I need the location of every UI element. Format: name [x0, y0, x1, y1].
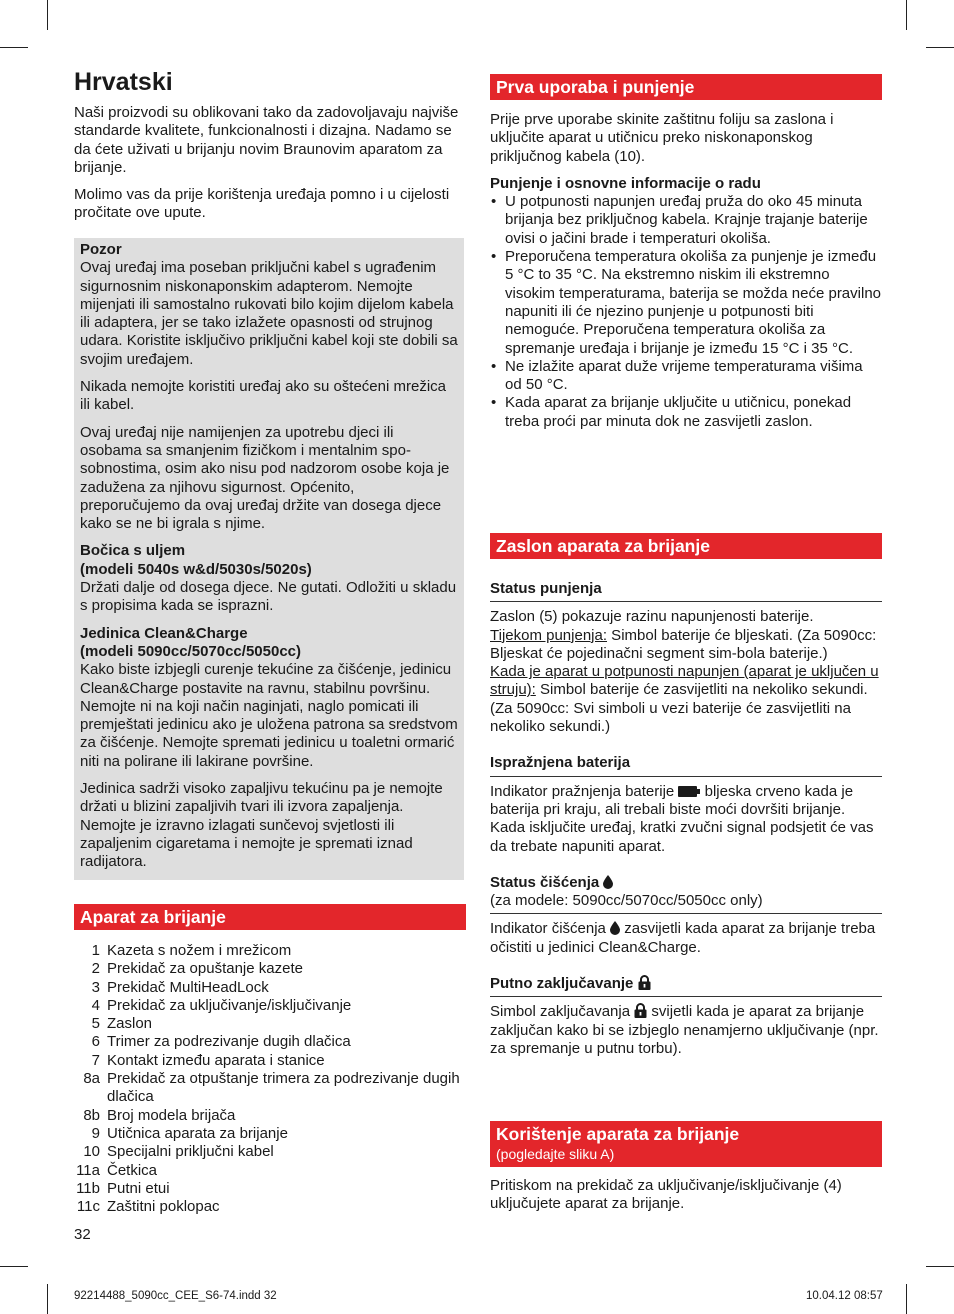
parts-list-item	[72, 979, 466, 997]
section-heading-display: Zaslon aparata za brijanje	[490, 533, 882, 559]
drop-icon	[610, 921, 620, 935]
part-label: Trimer za podrezivanje dugih dlačica	[107, 1033, 351, 1051]
list-item: • U potpunosti napunjen uređaj pruža do oko 45 minuta brijanja bez priključnog kabela. Krajnje trajanje baterije ovisi o jačini brade i temperaturi okoliša.	[490, 193, 882, 248]
oil-models: (modeli 5040s w&d/5030s/5020s)	[80, 560, 312, 578]
battery-icon	[678, 785, 700, 798]
parts-list-item	[72, 942, 466, 960]
warning-text: Nikada nemojte koristiti uređaj ako su oštećeni mrežica ili kabel.	[80, 378, 446, 414]
page-title: Hrvatski	[74, 68, 173, 96]
parts-list-item	[72, 1180, 466, 1198]
warning-heading: Pozor	[80, 241, 122, 258]
crop-mark	[926, 47, 954, 48]
crop-mark	[47, 0, 48, 30]
part-label: Specijalni priključni kabel	[107, 1143, 274, 1161]
usage-section	[490, 1121, 882, 1214]
left-column	[74, 104, 466, 223]
part-number: 9	[91, 1124, 100, 1142]
cleaning-text-a: Indikator čišćenja	[490, 920, 606, 938]
usage-subheading: (pogledajte sliku A)	[496, 1146, 615, 1162]
crop-mark	[926, 1266, 954, 1267]
part-number: 3	[91, 978, 100, 996]
status-line	[490, 627, 882, 664]
status-text: Simbol baterije će zasvijetliti na nekoliko sekundi. (Za 5090cc: Svi simboli u vezi baterije će zasvijetliti na nekoliko sekundi.)	[490, 681, 868, 736]
usage-heading: Korištenje aparata za brijanje	[496, 1124, 740, 1144]
charging-heading: Punjenje i osnovne informacije o radu	[490, 174, 761, 192]
part-label: Zaslon	[107, 1015, 153, 1033]
clean-charge-text: Kako biste izbjegli curenje tekućine za čišćenje, jedinicu Clean&Charge postavite na ravnu, stabilnu površinu. Nemojte ni na koji način naginjati, naglo pomicati ili premještati jedinicu ako je uložena patrona sa sredstvom za čišćenje. Nemojte spremati jedinicu u toaletni ormarić niti na polirane ili lakirane površine.	[80, 661, 458, 770]
status-text: Simbol baterije će bljeskati. (Za 5090cc: Bljeskat će pojedinačni segment sim-bola baterije.)	[490, 626, 877, 662]
empty-battery-text-b: bljeska crveno kada je baterija pri kraju, ali trebali biste moći dovršiti brijanje. Kada isključite uređaj, kratki zvučni signal podsjetit će vas da trebate napuniti aparat.	[490, 782, 874, 855]
cleaning-text	[490, 920, 882, 957]
warning-text: Ovaj uređaj nije namijenjen za upotrebu djeci ili osobama sa smanjenim fizičkom i mentalnim spo-sobnostima, osim ako nisu pod nadzorom osobe koja je zadužena za njihovu sigurnost. Općenito, preporučujemo da ovaj uređaj držite van dosega djece kako se ne bi igrala s njime.	[80, 423, 450, 533]
part-label: Prekidač za otpuštanje trimera za podrezivanje dugih dlačica	[107, 1070, 460, 1106]
part-number: 4	[91, 996, 100, 1014]
first-use-section	[490, 74, 882, 431]
intro-paragraph: Molimo vas da prije korištenja uređaja pomno i u cijelosti pročitate ove upute.	[74, 186, 450, 222]
clean-charge-models: (modeli 5090cc/5070cc/5050cc)	[80, 642, 301, 660]
status-line	[490, 663, 882, 736]
page-number: 32	[74, 1226, 91, 1243]
part-label: Kontakt između aparata i stanice	[107, 1051, 325, 1069]
oil-heading: Bočica s uljem	[80, 542, 186, 560]
part-number: 1	[91, 942, 100, 959]
usage-text: Pritiskom na prekidač za uključivanje/isključivanje (4) uključujete aparat za brijanje.	[490, 1177, 842, 1213]
crop-mark	[0, 1266, 28, 1267]
status-line: Zaslon (5) pokazuje razinu napunjenosti baterije.	[490, 608, 814, 626]
cleaning-status-heading	[490, 874, 882, 892]
clean-charge-text: Jedinica sadrži visoko zapaljivu tekućinu pa je nemojte držati u blizini zapaljivih tvari ili izvora zapaljenja. Nemojte je izravno izlagati sunčevoj svjetlosti ili zapaljenim cigaretama i nemojte je spremati iznad radijatora.	[80, 780, 443, 871]
footer-date: 10.04.12 08:57	[806, 1290, 883, 1302]
parts-list-item	[72, 1162, 466, 1180]
part-label: Prekidač za uključivanje/isključivanje	[107, 996, 352, 1014]
part-label: Četkica	[107, 1161, 158, 1179]
charging-status-text	[490, 608, 882, 736]
footer-file: 92214488_5090cc_CEE_S6-74.indd 32	[74, 1290, 277, 1302]
part-number: 11a	[76, 1161, 100, 1179]
cleaning-models: (za modele: 5090cc/5070cc/5050cc only)	[490, 892, 882, 914]
part-number: 8a	[83, 1070, 100, 1088]
parts-list-item	[72, 1198, 466, 1216]
clean-charge-heading: Jedinica Clean&Charge	[80, 624, 248, 642]
list-item: • Preporučena temperatura okoliša za punjenje je između 5 °C to 35 °C. Na ekstremno niskim ili ekstremno visokim temperaturama, baterija se možda neće pravilno napuniti ili će njezino punjenje u potpunosti biti nemoguće. Preporučena temperatura okoliša za spremanje uređaja i brijanje je između 15 °C i 35 °C.	[490, 248, 882, 358]
parts-list-item	[72, 997, 466, 1015]
section-heading-usage	[490, 1121, 882, 1167]
part-label: Broj modela brijača	[107, 1106, 236, 1124]
parts-list	[72, 942, 466, 1216]
parts-list-item	[72, 960, 466, 978]
travel-lock-text-a: Simbol zaključavanja	[490, 1003, 631, 1021]
part-label: Prekidač za opuštanje kazete	[107, 960, 303, 978]
travel-lock-text-b: svijetli kada je aparat za brijanje zaključan kako bi se izbjeglo nenamjerno uključivanje (npr. za spremanje u putnu torbu).	[490, 1003, 879, 1057]
list-item: • Ne izlažite aparat duže vrijeme temperaturama višima od 50 °C.	[490, 358, 882, 395]
display-section	[490, 533, 882, 1058]
intro-paragraph: Naši proizvodi su oblikovani tako da zadovoljavaju najviše standarde kvalitete, funkcionalnosti i dizajna. Nadamo se da ćete uživati u brijanju novim Braunovim aparatom za brijanje.	[74, 104, 459, 176]
status-underlined: Tijekom punjenja:	[490, 626, 608, 644]
parts-list-item	[72, 1125, 466, 1143]
travel-lock-label: Putno zaključavanje	[490, 975, 634, 993]
section-heading-parts: Aparat za brijanje	[74, 904, 466, 930]
part-number: 6	[91, 1033, 100, 1051]
part-number: 11b	[76, 1179, 100, 1197]
oil-text: Držati dalje od dosega djece. Ne gutati. Odložiti u skladu s propisima kada se isprazni.	[80, 579, 457, 615]
part-number: 8b	[83, 1106, 100, 1124]
crop-mark	[0, 47, 28, 48]
crop-mark	[906, 0, 907, 30]
part-label: Prekidač MultiHeadLock	[107, 978, 269, 996]
part-number: 5	[91, 1015, 100, 1033]
part-label: Utičnica aparata za brijanje	[107, 1124, 288, 1142]
part-number: 2	[91, 960, 100, 978]
empty-battery-heading: Ispražnjena baterija	[490, 754, 882, 776]
parts-list-item	[72, 1143, 466, 1161]
list-item: • Kada aparat za brijanje uključite u utičnicu, ponekad treba proći par minuta dok ne zasvijetli zaslon.	[490, 394, 882, 431]
crop-mark	[906, 1284, 907, 1314]
travel-lock-text	[490, 1003, 882, 1058]
lock-icon	[634, 1003, 647, 1018]
drop-icon	[603, 875, 613, 889]
parts-list-item	[72, 1052, 466, 1070]
parts-list-item	[72, 1070, 466, 1107]
charging-status-heading: Status punjenja	[490, 580, 882, 602]
empty-battery-text-a: Indikator pražnjenja baterije	[490, 782, 675, 800]
part-label: Kazeta s nožem i mrežicom	[107, 942, 292, 959]
part-label: Putni etui	[107, 1179, 170, 1197]
crop-mark	[47, 1284, 48, 1314]
part-number: 10	[83, 1143, 100, 1161]
warning-box	[74, 238, 464, 880]
status-underlined: Kada je aparat u potpunosti napunjen (aparat je uključen u struju):	[490, 663, 879, 699]
cleaning-text-b: zasvijetli kada aparat za brijanje treba očistiti u jedinici Clean&Charge.	[490, 920, 876, 956]
parts-list-item	[72, 1107, 466, 1125]
warning-text: Ovaj uređaj ima poseban priključni kabel s ugrađenim sigurnosnim niskonaponskim adapterom. Nemojte mijenjati ili samostalno rukovati bilo kojim dijelom kabela ili adaptera, jer se tako izlažete opasnosti od strujnog udara. Koristite isključivo priključni kabel koji ste dobili sa svojim uređajem.	[80, 259, 458, 368]
section-heading-first-use: Prva uporaba i punjenje	[490, 74, 882, 100]
charging-list	[490, 193, 882, 431]
first-use-intro: Prije prve uporabe skinite zaštitnu foliju sa zaslona i uključite aparat u utičnicu preko niskonaponskog priključnog kabela (10).	[490, 111, 834, 165]
cleaning-status-label: Status čišćenja	[490, 873, 600, 891]
parts-section	[74, 904, 466, 1216]
part-label: Zaštitni poklopac	[107, 1198, 220, 1216]
part-number: 11c	[76, 1198, 100, 1216]
lock-icon	[638, 975, 651, 990]
empty-battery-text	[490, 783, 882, 856]
travel-lock-heading	[490, 975, 882, 997]
parts-list-item	[72, 1033, 466, 1051]
parts-list-item	[72, 1015, 466, 1033]
part-number: 7	[91, 1051, 100, 1069]
